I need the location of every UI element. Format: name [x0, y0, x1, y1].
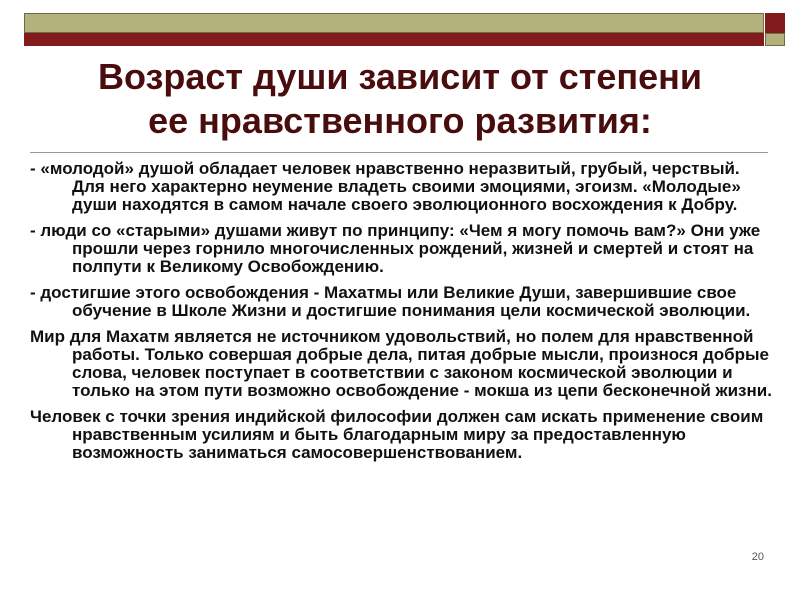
title-divider [30, 152, 768, 153]
slide-title-line-2: ее нравственного развития: [148, 100, 652, 141]
header-corner-olive-square [765, 33, 785, 46]
paragraph-young-souls: - «молодой» душой обладает человек нравственно неразвитый, грубый, черствый. Для него характерно неумение владеть своими эмоциями, эгоизм. «Молодые» души находятся в самом начале своего эволюционного восхождения к Добру. [30, 159, 741, 214]
paragraph-mahatmas: - достигшие этого освобождения - Махатмы или Великие Души, завершившие свое обучение в Школе Жизни и достигшие понимания цели космической эволюции. [30, 283, 751, 320]
paragraph-old-souls: - люди со «старыми» душами живут по принципу: «Чем я могу помочь вам?» Они уже прошли через горнило многочисленных рождений, жизней и смертей и стоят на полпути к Великому Освобождению. [30, 221, 761, 276]
header-olive-band [24, 13, 764, 33]
paragraph-indian-philosophy: Человек с точки зрения индийской философии должен сам искать применение своим нравственным усилиям и быть благодарным миру за предоставленную возможность заниматься самосовершенствованием. [30, 407, 764, 462]
slide-title-line-1: Возраст души зависит от степени [97, 56, 703, 97]
slide-body [30, 160, 775, 470]
slide-title [24, 55, 776, 143]
header-red-band [24, 33, 764, 46]
header-corner-red-square [765, 13, 785, 33]
paragraph-world-for-mahatmas: Мир для Махатм является не источником удовольствий, но полем для нравственной работы. Только совершая добрые дела, питая добрые мысли, произнося добрые слова, человек поступает в соответствии с законом космической эволюции и только на этом пути возможно освобождение - мокша из цепи бесконечной жизни. [30, 327, 772, 400]
page-number: 20 [751, 551, 764, 563]
